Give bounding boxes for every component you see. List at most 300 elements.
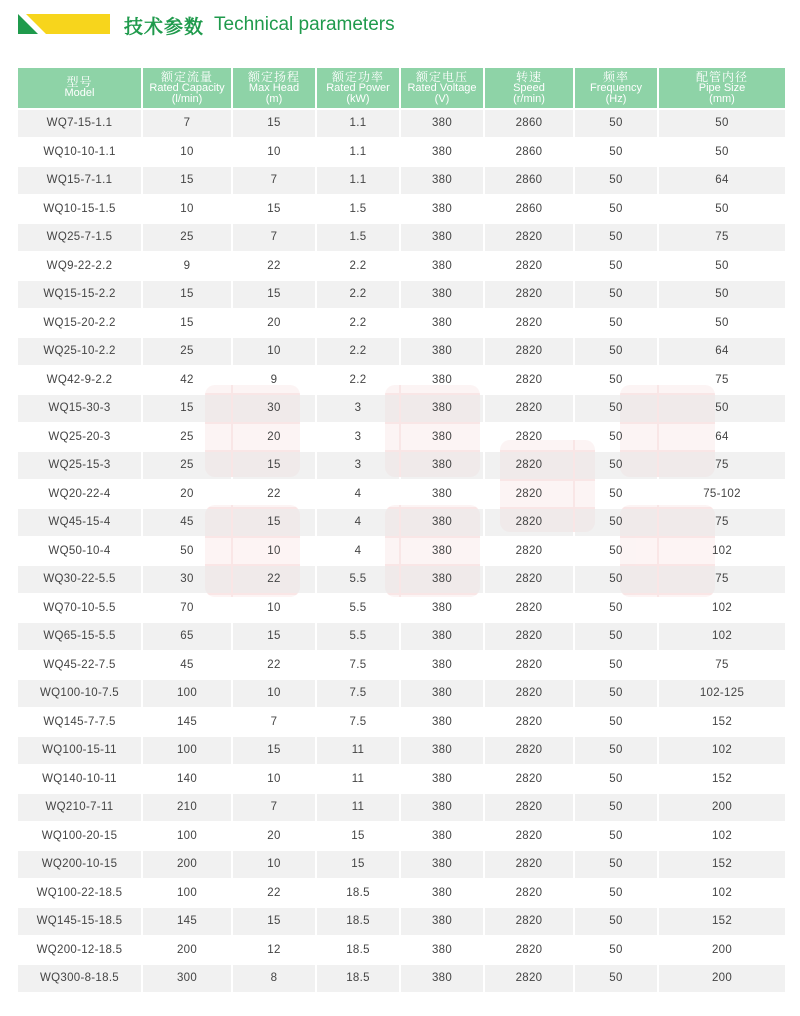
column-header-zh: 额定功率: [331, 69, 384, 84]
table-cell: 75: [659, 224, 785, 251]
table-cell: 20: [233, 424, 315, 451]
table-cell: 3: [317, 424, 399, 451]
model-cell: WQ45-15-4: [18, 509, 141, 536]
table-cell: 75: [659, 566, 785, 593]
table-cell: 5.5: [317, 595, 399, 622]
table-cell: 50: [575, 623, 657, 650]
table-cell: 380: [401, 680, 483, 707]
model-cell: WQ45-22-7.5: [18, 652, 141, 679]
table-row: [18, 509, 785, 536]
table-row: [18, 196, 785, 223]
table-cell: 25: [143, 338, 231, 365]
column-header-zh: 配管内径: [695, 69, 748, 84]
table-row: [18, 623, 785, 650]
model-cell: WQ210-7-11: [18, 794, 141, 821]
table-cell: 1.5: [317, 196, 399, 223]
table-cell: 50: [575, 167, 657, 194]
table-cell: 152: [659, 766, 785, 793]
table-cell: 10: [233, 139, 315, 166]
table-cell: 380: [401, 253, 483, 280]
table-cell: 2820: [485, 310, 573, 337]
table-cell: 2820: [485, 880, 573, 907]
table-cell: 2.2: [317, 281, 399, 308]
table-cell: 64: [659, 167, 785, 194]
model-cell: WQ25-10-2.2: [18, 338, 141, 365]
table-row: [18, 481, 785, 508]
table-cell: 11: [317, 766, 399, 793]
table-cell: 1.1: [317, 167, 399, 194]
table-cell: 64: [659, 338, 785, 365]
table-cell: 2820: [485, 794, 573, 821]
column-header-unit: (mm): [709, 92, 735, 105]
table-cell: 20: [143, 481, 231, 508]
table-row: [18, 224, 785, 251]
model-cell: WQ200-10-15: [18, 851, 141, 878]
column-header-en: Rated Capacity: [149, 81, 225, 94]
model-cell: WQ25-15-3: [18, 452, 141, 479]
table-cell: 380: [401, 281, 483, 308]
table-cell: 50: [659, 395, 785, 422]
column-header: [485, 68, 573, 108]
table-cell: 50: [575, 424, 657, 451]
table-cell: 30: [233, 395, 315, 422]
table-row: [18, 253, 785, 280]
table-row: [18, 139, 785, 166]
table-cell: 2820: [485, 908, 573, 935]
table-cell: 2820: [485, 424, 573, 451]
table-cell: 2820: [485, 538, 573, 565]
column-header: [401, 68, 483, 108]
table-cell: 2820: [485, 937, 573, 964]
table-cell: 50: [575, 794, 657, 821]
table-cell: 64: [659, 424, 785, 451]
table-row: [18, 680, 785, 707]
table-cell: 380: [401, 766, 483, 793]
table-cell: 380: [401, 509, 483, 536]
model-cell: WQ100-15-11: [18, 737, 141, 764]
table-cell: 100: [143, 823, 231, 850]
table-cell: 2860: [485, 196, 573, 223]
table-cell: 50: [659, 196, 785, 223]
model-cell: WQ145-7-7.5: [18, 709, 141, 736]
table-cell: 2820: [485, 595, 573, 622]
table-cell: 380: [401, 224, 483, 251]
table-cell: 200: [659, 937, 785, 964]
column-header: [659, 68, 785, 108]
table-cell: 15: [317, 823, 399, 850]
table-cell: 18.5: [317, 880, 399, 907]
model-cell: WQ100-22-18.5: [18, 880, 141, 907]
table-cell: 200: [143, 851, 231, 878]
table-cell: 75: [659, 652, 785, 679]
table-cell: 100: [143, 880, 231, 907]
table-cell: 2860: [485, 139, 573, 166]
table-cell: 25: [143, 424, 231, 451]
table-cell: 7.5: [317, 652, 399, 679]
model-cell: WQ15-20-2.2: [18, 310, 141, 337]
table-cell: 1.1: [317, 110, 399, 137]
table-cell: 2820: [485, 253, 573, 280]
table-cell: 50: [575, 338, 657, 365]
table-cell: 380: [401, 965, 483, 992]
table-cell: 15: [143, 281, 231, 308]
table-cell: 2860: [485, 110, 573, 137]
table-cell: 2820: [485, 652, 573, 679]
table-body: [18, 110, 785, 992]
table-cell: 10: [143, 139, 231, 166]
table-cell: 380: [401, 937, 483, 964]
column-header: [575, 68, 657, 108]
table-row: [18, 595, 785, 622]
table-cell: 2820: [485, 709, 573, 736]
table-cell: 50: [659, 139, 785, 166]
table-cell: 2820: [485, 737, 573, 764]
table-cell: 380: [401, 880, 483, 907]
model-cell: WQ100-20-15: [18, 823, 141, 850]
table-cell: 380: [401, 737, 483, 764]
table-cell: 22: [233, 253, 315, 280]
table-cell: 380: [401, 652, 483, 679]
model-cell: WQ15-15-2.2: [18, 281, 141, 308]
table-row: [18, 395, 785, 422]
table-cell: 2820: [485, 766, 573, 793]
table-cell: 22: [233, 652, 315, 679]
table-cell: 50: [575, 851, 657, 878]
model-cell: WQ7-15-1.1: [18, 110, 141, 137]
table-cell: 2.2: [317, 367, 399, 394]
table-cell: 50: [575, 766, 657, 793]
table-cell: 300: [143, 965, 231, 992]
table-cell: 7: [143, 110, 231, 137]
table-cell: 50: [575, 937, 657, 964]
table-cell: 50: [575, 709, 657, 736]
column-header-zh: 型号: [66, 75, 93, 89]
technical-parameters-table: [18, 68, 783, 992]
table-cell: 15: [233, 281, 315, 308]
table-cell: 7: [233, 794, 315, 821]
table-cell: 2820: [485, 281, 573, 308]
table-cell: 145: [143, 908, 231, 935]
model-cell: WQ30-22-5.5: [18, 566, 141, 593]
table-row: [18, 794, 785, 821]
table-cell: 50: [575, 139, 657, 166]
table-cell: 75: [659, 452, 785, 479]
table-cell: 50: [575, 224, 657, 251]
column-header-zh: 额定流量: [160, 69, 213, 84]
model-cell: WQ145-15-18.5: [18, 908, 141, 935]
table-cell: 7: [233, 167, 315, 194]
table-cell: 9: [233, 367, 315, 394]
model-cell: WQ9-22-2.2: [18, 253, 141, 280]
column-header-en: Rated Voltage: [407, 81, 477, 94]
table-cell: 152: [659, 851, 785, 878]
column-header-zh: 额定扬程: [247, 69, 300, 84]
column-header-unit: (Hz): [605, 92, 627, 105]
model-cell: WQ15-7-1.1: [18, 167, 141, 194]
table-cell: 380: [401, 367, 483, 394]
table-cell: 2820: [485, 509, 573, 536]
table-cell: 10: [233, 338, 315, 365]
table-cell: 380: [401, 395, 483, 422]
table-row: [18, 880, 785, 907]
table-cell: 7.5: [317, 680, 399, 707]
table-cell: 2820: [485, 680, 573, 707]
table-cell: 2.2: [317, 253, 399, 280]
table-row: [18, 110, 785, 137]
table-cell: 22: [233, 481, 315, 508]
table-cell: 15: [143, 310, 231, 337]
table-row: [18, 167, 785, 194]
model-cell: WQ10-15-1.5: [18, 196, 141, 223]
table-cell: 380: [401, 823, 483, 850]
model-cell: WQ20-22-4: [18, 481, 141, 508]
model-cell: WQ25-7-1.5: [18, 224, 141, 251]
table-row: [18, 281, 785, 308]
table-cell: 102: [659, 623, 785, 650]
table-cell: 2.2: [317, 338, 399, 365]
table-cell: 45: [143, 652, 231, 679]
table-cell: 145: [143, 709, 231, 736]
table-cell: 15: [233, 737, 315, 764]
table-cell: 152: [659, 908, 785, 935]
table-cell: 100: [143, 680, 231, 707]
table-row: [18, 538, 785, 565]
table-cell: 380: [401, 566, 483, 593]
table-cell: 2820: [485, 823, 573, 850]
table-cell: 380: [401, 623, 483, 650]
section-title-en: Technical parameters: [214, 14, 395, 35]
table-cell: 50: [575, 823, 657, 850]
table-cell: 7: [233, 709, 315, 736]
table-cell: 4: [317, 481, 399, 508]
column-header-en: Rated Power: [326, 81, 390, 94]
table-cell: 20: [233, 310, 315, 337]
table-cell: 50: [659, 281, 785, 308]
column-header: [317, 68, 399, 108]
model-cell: WQ100-10-7.5: [18, 680, 141, 707]
table-cell: 15: [233, 623, 315, 650]
table-cell: 2820: [485, 623, 573, 650]
table-cell: 75-102: [659, 481, 785, 508]
table-cell: 15: [143, 395, 231, 422]
table-cell: 2820: [485, 395, 573, 422]
table-cell: 42: [143, 367, 231, 394]
table-cell: 2820: [485, 338, 573, 365]
table-cell: 4: [317, 538, 399, 565]
table-cell: 7: [233, 224, 315, 251]
table-cell: 2.2: [317, 310, 399, 337]
table-row: [18, 367, 785, 394]
table-cell: 50: [143, 538, 231, 565]
column-header-zh: 频率: [602, 69, 629, 84]
table-cell: 10: [233, 538, 315, 565]
table-cell: 2820: [485, 452, 573, 479]
table-cell: 200: [143, 937, 231, 964]
table-cell: 7.5: [317, 709, 399, 736]
table-cell: 10: [233, 766, 315, 793]
table-cell: 70: [143, 595, 231, 622]
model-cell: WQ10-10-1.1: [18, 139, 141, 166]
table-cell: 2820: [485, 224, 573, 251]
table-row: [18, 566, 785, 593]
table-cell: 380: [401, 139, 483, 166]
table-header-row: [18, 68, 785, 108]
table-cell: 11: [317, 794, 399, 821]
table-cell: 380: [401, 310, 483, 337]
table-cell: 50: [575, 110, 657, 137]
model-cell: WQ25-20-3: [18, 424, 141, 451]
table-cell: 140: [143, 766, 231, 793]
table-cell: 200: [659, 965, 785, 992]
table-cell: 380: [401, 794, 483, 821]
table-cell: 380: [401, 167, 483, 194]
table-cell: 50: [575, 737, 657, 764]
table-row: [18, 310, 785, 337]
column-header: [18, 68, 141, 108]
column-header-en: Pipe Size: [698, 81, 746, 94]
table-cell: 50: [575, 367, 657, 394]
table-row: [18, 908, 785, 935]
column-header-en: Model: [64, 87, 95, 99]
table-cell: 50: [575, 310, 657, 337]
table-cell: 102: [659, 880, 785, 907]
table-cell: 1.1: [317, 139, 399, 166]
page-header: [0, 0, 800, 50]
column-header-unit: (r/min): [513, 92, 545, 105]
table-cell: 65: [143, 623, 231, 650]
table-cell: 152: [659, 709, 785, 736]
table-cell: 15: [233, 509, 315, 536]
table-cell: 100: [143, 737, 231, 764]
table-row: [18, 737, 785, 764]
table-cell: 45: [143, 509, 231, 536]
table-cell: 210: [143, 794, 231, 821]
table-row: [18, 652, 785, 679]
section-title-cn: 技术参数: [124, 16, 205, 38]
table-cell: 50: [575, 281, 657, 308]
table-cell: 50: [575, 595, 657, 622]
table-cell: 15: [233, 452, 315, 479]
table-cell: 50: [575, 652, 657, 679]
table-cell: 22: [233, 880, 315, 907]
table-cell: 12: [233, 937, 315, 964]
table-cell: 50: [575, 481, 657, 508]
column-header-unit: (V): [434, 92, 450, 105]
table-cell: 3: [317, 452, 399, 479]
table-row: [18, 424, 785, 451]
table-cell: 2820: [485, 851, 573, 878]
table-row: [18, 709, 785, 736]
model-cell: WQ42-9-2.2: [18, 367, 141, 394]
table-cell: 380: [401, 110, 483, 137]
table-cell: 50: [575, 395, 657, 422]
table-cell: 50: [659, 310, 785, 337]
table-cell: 50: [575, 908, 657, 935]
table-cell: 20: [233, 823, 315, 850]
column-header: [233, 68, 315, 108]
table-cell: 5.5: [317, 566, 399, 593]
section-title: [124, 12, 395, 38]
model-cell: WQ15-30-3: [18, 395, 141, 422]
model-cell: WQ50-10-4: [18, 538, 141, 565]
table-row: [18, 823, 785, 850]
table-cell: 50: [575, 880, 657, 907]
table-cell: 2820: [485, 965, 573, 992]
table-row: [18, 766, 785, 793]
table-cell: 18.5: [317, 908, 399, 935]
table-cell: 102: [659, 595, 785, 622]
table-cell: 22: [233, 566, 315, 593]
table-cell: 15: [233, 110, 315, 137]
table-cell: 4: [317, 509, 399, 536]
column-header-en: Max Head: [248, 81, 300, 94]
table-row: [18, 338, 785, 365]
table-cell: 8: [233, 965, 315, 992]
table-cell: 5.5: [317, 623, 399, 650]
table-cell: 11: [317, 737, 399, 764]
column-header-unit: (kW): [346, 92, 370, 105]
table-cell: 380: [401, 338, 483, 365]
brand-logo-icon: [18, 14, 110, 34]
table-cell: 102: [659, 823, 785, 850]
table-cell: 2820: [485, 566, 573, 593]
table-cell: 50: [575, 452, 657, 479]
table-cell: 50: [659, 110, 785, 137]
table-cell: 380: [401, 481, 483, 508]
table-cell: 200: [659, 794, 785, 821]
column-header-zh: 转速: [515, 69, 542, 84]
table-cell: 50: [575, 965, 657, 992]
column-header-zh: 额定电压: [415, 69, 468, 84]
column-header-unit: (m): [265, 92, 283, 105]
table-cell: 380: [401, 452, 483, 479]
table-cell: 10: [233, 680, 315, 707]
table-cell: 15: [233, 908, 315, 935]
table-cell: 50: [575, 538, 657, 565]
table-cell: 50: [659, 253, 785, 280]
table-cell: 102: [659, 538, 785, 565]
table-cell: 2820: [485, 481, 573, 508]
table-cell: 50: [575, 509, 657, 536]
table-cell: 9: [143, 253, 231, 280]
model-cell: WQ140-10-11: [18, 766, 141, 793]
table-cell: 380: [401, 196, 483, 223]
table-cell: 25: [143, 452, 231, 479]
model-cell: WQ300-8-18.5: [18, 965, 141, 992]
table-row: [18, 937, 785, 964]
model-cell: WQ200-12-18.5: [18, 937, 141, 964]
table-cell: 380: [401, 851, 483, 878]
table-cell: 50: [575, 566, 657, 593]
column-header-unit: (l/min): [171, 92, 203, 105]
table-cell: 380: [401, 595, 483, 622]
table-cell: 15: [317, 851, 399, 878]
table-cell: 1.5: [317, 224, 399, 251]
table-cell: 380: [401, 424, 483, 451]
table-cell: 75: [659, 509, 785, 536]
table-cell: 15: [143, 167, 231, 194]
table-cell: 15: [233, 196, 315, 223]
model-cell: WQ65-15-5.5: [18, 623, 141, 650]
table-row: [18, 452, 785, 479]
table-cell: 18.5: [317, 965, 399, 992]
table-cell: 75: [659, 367, 785, 394]
table-cell: 25: [143, 224, 231, 251]
table-cell: 18.5: [317, 937, 399, 964]
table-row: [18, 851, 785, 878]
table-cell: 2820: [485, 367, 573, 394]
table-cell: 10: [233, 595, 315, 622]
